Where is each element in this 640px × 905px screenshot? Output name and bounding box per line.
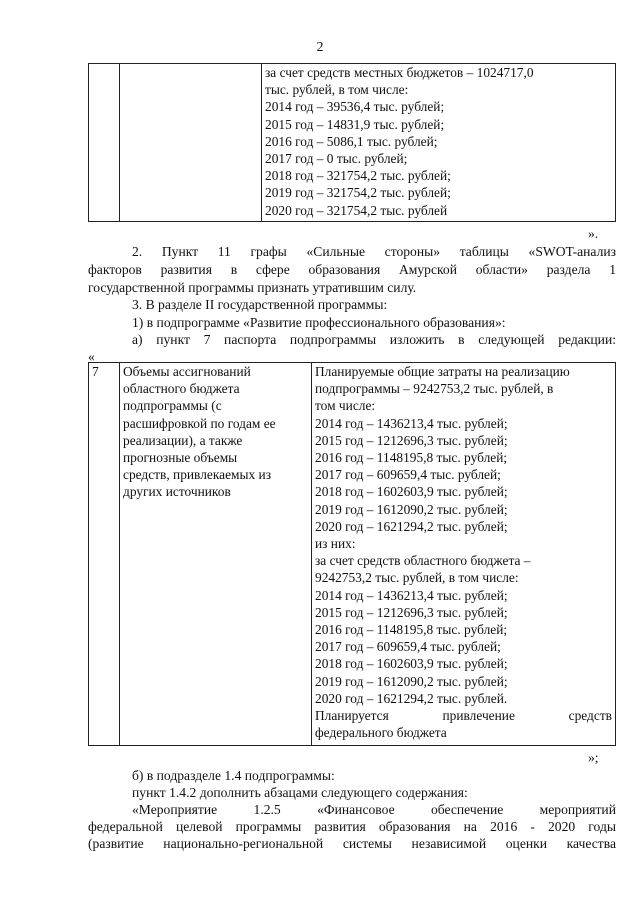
table1-line: 2018 год – 321754,2 тыс. рублей; <box>265 168 451 184</box>
table2-line: 9242753,2 тыс. рублей, в том числе: <box>315 570 519 586</box>
final-line3: (развитие национально-региональной системы независимой оценки качества <box>88 836 616 851</box>
table2-line: 2016 год – 1148195,8 тыс. рублей; <box>315 622 508 638</box>
subsection-a-heading: а) пункт 7 паспорта подпрограммы изложить в следующей редакции: <box>132 332 616 347</box>
subsection1-heading: 1) в подпрограмме «Развитие профессионального образования»: <box>132 315 506 330</box>
table2-line: подпрограммы – 9242753,2 тыс. рублей, в <box>315 381 554 397</box>
table2-line: 2014 год – 1436213,4 тыс. рублей; <box>315 587 508 603</box>
table2-line: 2019 год – 1612090,2 тыс. рублей; <box>315 673 508 689</box>
table1-line: за счет средств местных бюджетов – 1024717,0 <box>265 65 534 80</box>
table1-empty-label-cell <box>120 64 262 222</box>
subsection-b-heading: б) в подразделе 1.4 подпрограммы: <box>132 768 335 783</box>
table1-line: 2015 год – 14831,9 тыс. рублей; <box>265 116 445 132</box>
para2-line1: 2. Пункт 11 графы «Сильные стороны» таблицы «SWOT-анализ <box>132 244 616 259</box>
table1-line: тыс. рублей, в том числе: <box>265 82 409 98</box>
para2-line3: государственной программы признать утратившим силу. <box>88 280 417 295</box>
table2-closing-quote: »; <box>588 750 599 765</box>
table2-label-line: реализации), а также <box>123 432 243 448</box>
table2-line: Планируется привлечение средств <box>315 708 612 724</box>
table2-line: 2019 год – 1612090,2 тыс. рублей; <box>315 501 508 517</box>
table2-line: из них: <box>315 536 356 552</box>
table2-line: Планируемые общие затраты на реализацию <box>315 364 570 379</box>
table2-label-line: расшифровкой по годам ее <box>123 415 276 431</box>
table1-line: 2019 год – 321754,2 тыс. рублей; <box>265 185 451 201</box>
table2-number-cell: 7 <box>89 363 120 746</box>
table2-line: федерального бюджета <box>315 725 447 741</box>
table2-line: 2020 год – 1621294,2 тыс. рублей. <box>315 690 508 706</box>
table2-content-cell <box>312 363 616 746</box>
page-number: 2 <box>316 40 324 55</box>
final-line2: федеральной целевой программы развития образования на 2016 - 2020 годы <box>88 819 616 834</box>
table2-label-line: других источников <box>123 484 231 500</box>
table2-label-line: Объемы ассигнований <box>123 364 251 379</box>
table1-line: 2016 год – 5086,1 тыс. рублей; <box>265 133 438 149</box>
table1-line: 2020 год – 321754,2 тыс. рублей <box>265 202 448 218</box>
table2-line: 2017 год – 609659,4 тыс. рублей; <box>315 467 501 483</box>
open-quote: « <box>88 349 95 364</box>
passport-item-7-table <box>88 362 616 746</box>
table2-line: 2015 год – 1212696,3 тыс. рублей; <box>315 604 508 620</box>
table2-label-cell <box>120 363 312 746</box>
table1-line: 2017 год – 0 тыс. рублей; <box>265 151 408 167</box>
table2-line: за счет средств областного бюджета – <box>315 553 531 569</box>
table2-line: 2017 год – 609659,4 тыс. рублей; <box>315 639 501 655</box>
table2-line: 2016 год – 1148195,8 тыс. рублей; <box>315 450 508 466</box>
point-1-4-2-text: пункт 1.4.2 дополнить абзацами следующего содержания: <box>132 785 468 800</box>
table2-line: 2020 год – 1621294,2 тыс. рублей; <box>315 518 508 534</box>
table1-content-cell <box>262 64 616 222</box>
table2-line: 2015 год – 1212696,3 тыс. рублей; <box>315 432 508 448</box>
section3-heading: 3. В разделе II государственной программы: <box>132 297 388 312</box>
table2-label-line: областного бюджета <box>123 381 240 397</box>
table1-closing-quote: ». <box>588 226 599 241</box>
table2-line: 2014 год – 1436213,4 тыс. рублей; <box>315 415 508 431</box>
table1-empty-num-cell <box>89 64 120 222</box>
funding-table-continuation <box>88 63 616 222</box>
table2-label-line: прогнозные объемы <box>123 450 238 466</box>
table2-label-line: средств, привлекаемых из <box>123 467 271 483</box>
table1-line: 2014 год – 39536,4 тыс. рублей; <box>265 99 445 115</box>
para2-line2: факторов развития в сфере образования Амурской области» раздела 1 <box>88 262 616 277</box>
table2-line: 2018 год – 1602603,9 тыс. рублей; <box>315 656 508 672</box>
table2-label-line: подпрограммы (с <box>123 398 222 414</box>
final-line1: «Мероприятие 1.2.5 «Финансовое обеспечение мероприятий <box>132 802 616 817</box>
table2-line: 2018 год – 1602603,9 тыс. рублей; <box>315 484 508 500</box>
table2-line: том числе: <box>315 398 376 414</box>
